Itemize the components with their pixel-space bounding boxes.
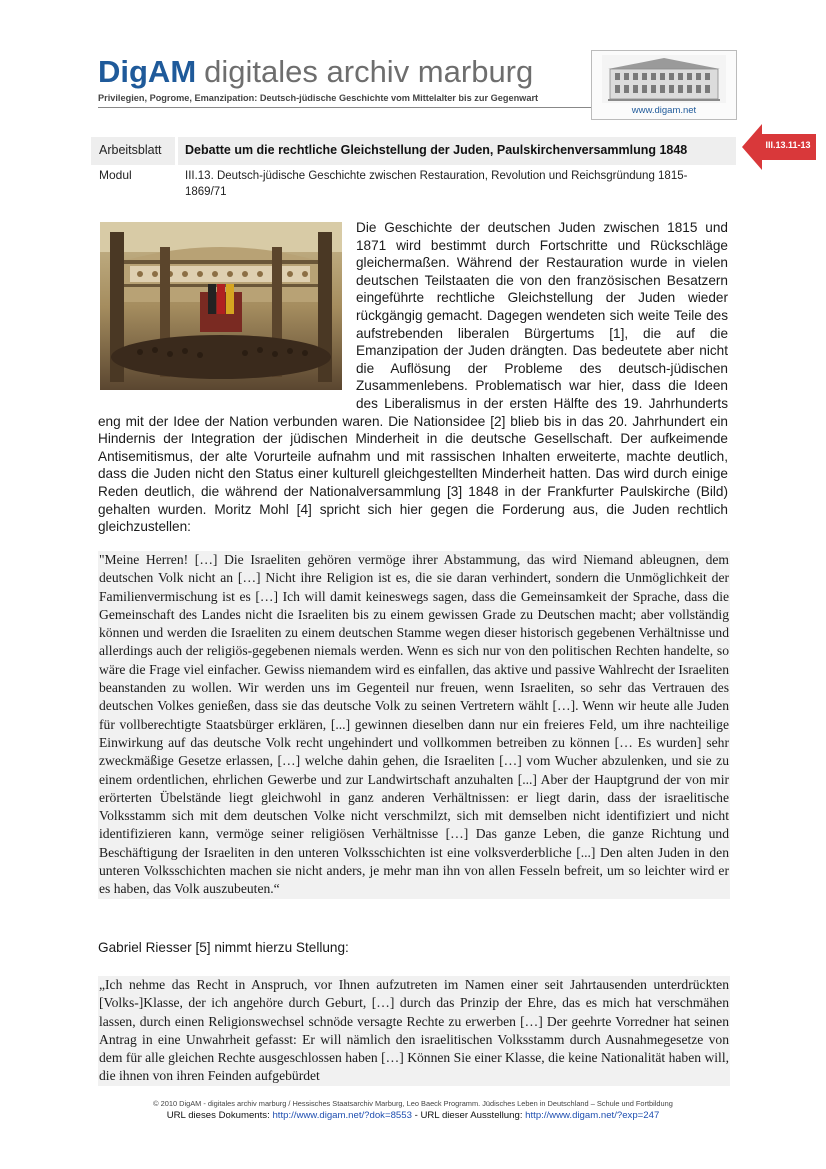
module-text: III.13. Deutsch-jüdische Geschichte zwischen Restauration, Revolution und Reichsgründung 1815-1869/71 [185,170,688,198]
intro-paragraph [98,219,728,536]
module-tag-label: III.13.11-13 [765,140,811,150]
exp-url-link[interactable]: http://www.digam.net/?exp=247 [525,1110,660,1121]
doc-url-link[interactable]: http://www.digam.net/?dok=8553 [272,1110,412,1121]
footer-copyright: © 2010 DigAM - digitales archiv marburg / Hessisches Staatsarchiv Marburg, Leo Baeck Programm. Jüdisches Leben in Deutschland – Schule und Fortbildung [153,1099,673,1108]
worksheet-label: Arbeitsblatt [99,143,162,157]
archive-building-icon [602,55,726,103]
doc-url-label: URL dieses Dokuments: [166,1110,273,1121]
site-subtitle: Privilegien, Pogrome, Emanzipation: Deutsch-jüdische Geschichte vom Mittelalter bis zur Gegenwart [98,93,539,103]
document-title: Debatte um die rechtliche Gleichstellung der Juden, Paulskirchenversammlung 1848 [185,143,688,157]
image-float-spacer [98,219,356,395]
riesser-intro: Gabriel Riesser [5] nimmt hierzu Stellung: [98,940,349,955]
riesser-quote: „Ich nehme das Recht in Anspruch, vor Ihnen aufzutreten im Namen einer seit Jahrtausenden unterdrückten [Volks-]Klasse, der ich angehöre durch Geburt, […] durch das Prinzip der Ehre, das es mich hat verschmähen lassen, durch einen Religionswechsel schnöde versagte Rechte zu erwerben […] Der geehrte Vorredner hat seinen Antrag in eine Unwahrheit gefasst: Er will nämlich den israelitischen Volksstamm durch Ausnahmegesetze von dem für alle gleichen Rechte ausgeschlossen haben […] Können Sie einer Klasse, die keine Nationalität haben will, die ihnen von ihren Feinden aufgebürdet [98,976,730,1086]
module-tag[interactable] [742,124,822,170]
worksheet-row [91,137,736,165]
archive-logo[interactable] [591,50,737,120]
header-divider [98,107,592,108]
footer-urls [0,1109,826,1122]
intro-text: Die Geschichte der deutschen Juden zwischen 1815 und 1871 wird bestimmt durch Fortschritte und Rückschläge gleichermaßen. Während der Restauration wurde in vielen deutschen Teilstaaten die von den französischen Besatzern eingeführte rechtliche Gleichstellung der Juden wieder rückgängig gemacht. Dagegen wendeten sich weite Teile des aufstrebenden liberalen Bürgertums [1], die auf die Emanzipation der Juden drängten. Das bedeutete aber nicht die Auflösung der Probleme des deutsch-jüdischen Zusammenlebens. Problematisch war hier, dass die Ideen des Liberalismus in der ersten Hälfte des 19. Jahrhunderts eng mit der Idee der Nation verbunden waren. Die Nationsidee [2] blieb bis in das 20. Jahrhundert ein Hindernis der Integration der jüdischen Minderheit in die deutsche Gesellschaft. Der aufkeimende Antisemitismus, der alte Vorurteile aufnahm und mit rassischen Inhalten erweiterte, machte deutlich, dass die Juden nicht den Status einer kulturell gleichgestellten Minderheit hatten. Das wird durch einige Reden deutlich, die während der Nationalversammlung [3] 1848 in der Frankfurter Paulskirche (Bild) gehalten wurden. Moritz Mohl [4] spricht sich hier gegen die Forderung aus, die Juden rechtlich gleichzustellen: [98,220,728,535]
brand-tagline: digitales archiv marburg [204,54,534,89]
exp-url-label: - URL dieser Ausstellung: [411,1110,526,1121]
row-divider [175,137,178,165]
brand-name: DigAM [98,54,197,89]
footer [0,1099,826,1122]
logo-url[interactable]: www.digam.net [631,105,697,116]
mohl-quote: "Meine Herren! […] Die Israeliten gehören vermöge ihrer Abstammung, das wird Niemand ableugnen, dem deutschen Volk nicht an […] Nicht ihre Religion ist es, die sie daran verhindert, sondern die Unmöglichkeit der Familienvermischung ist es […] Ich will damit keineswegs sagen, dass die Gemeinsamkeit der Sprache, dass die Gemeinschaft des Landes nicht die Israeliten bis zu einem gewissen Grade zu Deutschen macht; aber vollständig können und werden die Israeliten zu einem deutschen Stamme wegen dieser historisch gegebenen Verhältnisse und allerdings auch der religiös-gegebenen niemals werden. Wenn es sich nur von den politischen Rechten handelte, so wäre die Frage viel einfacher. Gewiss niemandem wird es einfallen, das aktive und passive Wahlrecht der Israeliten beanstanden zu wollen. Wir werden uns im Gegenteil nur freuen, wenn Israeliten, so sehr das Vertrauen des deutschen Volkes genießen, dass sie das deutsche Volk zu seinen Vertretern wählt […]. Wenn wir heute alle Juden für vollberechtigte Staatsbürger erklären, [...] gewinnen dieselben dann nur ein freieres Feld, um ihre nachteilige Einwirkung auf das deutsche Volk recht ungehindert und vollkommen betreiben zu können [… Es wurden] sehr zweckmäßige Gesetze erlassen, […] welche dahin gehen, die Israeliten […] vom Wucher abzulenken, und sie zu einem ordentlichen, ehrlichen Gewerbe und zur Landwirtschaft anzuhalten [...] Aber der Hauptgrund der von mir erörterten Übelstände liegt gleichwohl in ganz anderen Verhältnissen: er liegt darin, dass der israelitische Volksstamm sich mit dem deutschen Volke nicht verschmilzt, sich mit demselben nicht identifiziert und nicht identifizieren kann, vermöge seiner religiösen Verhältnisse […] Das ganze Leben, die ganze Richtung und Beschäftigung der Israeliten in den unteren Volksschichten ist eine volksverderbliche [...] Den alten Juden in den unteren Volksschichten machen sie nicht anders, je mehr man ihn von allen Fesseln befreit, um so leichter wird er es haben, das Volk auszubeuten.“ [98,551,730,899]
module-label: Modul [99,168,132,182]
